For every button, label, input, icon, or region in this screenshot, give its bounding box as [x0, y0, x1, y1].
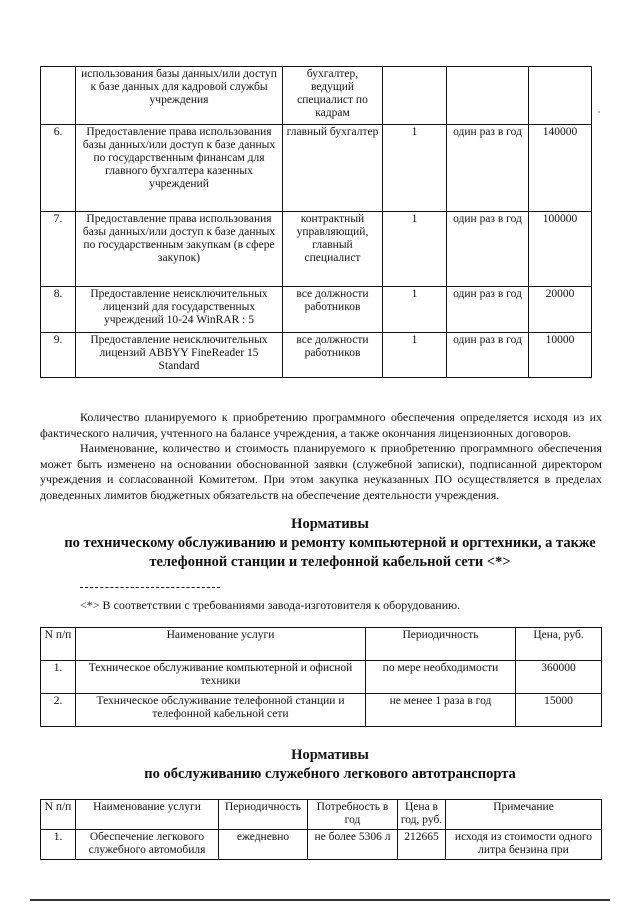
- body-text: [40, 410, 602, 503]
- row-number: 2.: [41, 694, 76, 727]
- service-name: Обеспечение легкового служебного автомобиля: [76, 830, 219, 860]
- periodicity: один раз в год: [447, 212, 529, 287]
- section-heading-vehicles: [30, 746, 630, 784]
- table-row: [41, 287, 592, 333]
- periodicity: один раз в год: [447, 287, 529, 333]
- service-name: Техническое обслуживание телефонной станции и телефонной кабельной сети: [76, 694, 366, 727]
- quantity: 1: [383, 333, 447, 378]
- heading-title: Нормативы: [291, 747, 369, 763]
- service-name: Предоставление неисключительных лицензий ABBYY FineReader 15 Standard: [76, 333, 283, 378]
- header-service: Наименование услуги: [76, 628, 366, 661]
- footnote-rule: [80, 587, 220, 588]
- row-number: 8.: [41, 287, 76, 333]
- header-period: Периодичность: [366, 628, 516, 661]
- periodicity: один раз в год: [447, 333, 529, 378]
- row-number: 1.: [41, 661, 76, 694]
- page-bottom-rule: [30, 899, 610, 901]
- price: 360000: [516, 661, 602, 694]
- service-name: Предоставление права использования базы данных/или доступ к базе данных по государственным финансам для главного бухгалтера казенных учреждений: [76, 125, 283, 212]
- row-number: 7.: [41, 212, 76, 287]
- periodicity: не менее 1 раза в год: [366, 694, 516, 727]
- note: исходя из стоимости одного литра бензина при: [446, 830, 602, 860]
- software-norms-table: [40, 66, 592, 378]
- header-price: Цена, руб.: [516, 628, 602, 661]
- periodicity: [447, 67, 529, 125]
- row-number: [41, 67, 76, 125]
- vehicle-service-table: [40, 799, 602, 860]
- annual-need: не более 5306 л: [308, 830, 398, 860]
- header-service: Наименование услуги: [76, 800, 219, 830]
- row-number: 9.: [41, 333, 76, 378]
- periodicity: по мере необходимости: [366, 661, 516, 694]
- price: 140000: [529, 125, 592, 212]
- quantity: 1: [383, 125, 447, 212]
- header-price: Цена в год, руб.: [398, 800, 446, 830]
- header-need: Потребность в год: [308, 800, 398, 830]
- row-number: 6.: [41, 125, 76, 212]
- price: [529, 67, 592, 125]
- heading-subtitle: по обслуживанию служебного легкового автотранспорта: [144, 766, 516, 782]
- footnote-text: <*> В соответствии с требованиями завода-изготовителя к оборудованию.: [80, 598, 461, 612]
- table-row: [41, 212, 592, 287]
- table-row: [41, 125, 592, 212]
- header-note: Примечание: [446, 800, 602, 830]
- paragraph-quantity: Количество планируемого к приобретению программного обеспечения определяется исходя из их фактического наличия, учтенного на балансе учреждения, а также окончания лицензионных договоров.: [40, 410, 602, 440]
- heading-subtitle: по техническому обслуживанию и ремонту компьютерной и оргтехники, а также: [64, 535, 596, 551]
- position-name: контрактный управляющий, главный специалист: [283, 212, 383, 287]
- position-name: бухгалтер, ведущий специалист по кадрам: [283, 67, 383, 125]
- service-name: использования базы данных/или доступ к базе данных для кадровой службы учреждения: [76, 67, 283, 125]
- table-row: [41, 661, 602, 694]
- table-row: [41, 694, 602, 727]
- paragraph-changes: Наименование, количество и стоимость планируемого к приобретению программного обеспечения может быть изменено на основании обоснованной заявки (служебной записки), подписанной директором учреждения и согласованной Комитетом. При этом закупка неуказанных ПО осуществляется в пределах доведенных лимитов бюджетных обязательств на обеспечение деятельности учреждения.: [40, 441, 602, 502]
- service-name: Техническое обслуживание компьютерной и офисной техники: [76, 661, 366, 694]
- section-heading-maintenance: [30, 515, 630, 572]
- table-row: [41, 333, 592, 378]
- price: 15000: [516, 694, 602, 727]
- position-name: все должности работников: [283, 333, 383, 378]
- service-name: Предоставление неисключительных лицензий для государственных учреждений 10-24 WinRAR : 5: [76, 287, 283, 333]
- table-header-row: [41, 628, 602, 661]
- heading-subtitle: телефонной станции и телефонной кабельной сети <*>: [149, 554, 511, 570]
- scan-speck: [598, 111, 600, 113]
- table-row: [41, 67, 592, 125]
- quantity: 1: [383, 212, 447, 287]
- table-row: [41, 830, 602, 860]
- heading-title: Нормативы: [291, 516, 369, 532]
- position-name: все должности работников: [283, 287, 383, 333]
- quantity: 1: [383, 287, 447, 333]
- quantity: [383, 67, 447, 125]
- periodicity: ежедневно: [219, 830, 308, 860]
- price: 212665: [398, 830, 446, 860]
- header-period: Периодичность: [219, 800, 308, 830]
- header-num: N п/п: [41, 800, 76, 830]
- table-header-row: [41, 800, 602, 830]
- header-num: N п/п: [41, 628, 76, 661]
- price: 100000: [529, 212, 592, 287]
- price: 20000: [529, 287, 592, 333]
- price: 10000: [529, 333, 592, 378]
- position-name: главный бухгалтер: [283, 125, 383, 212]
- maintenance-table: [40, 627, 602, 727]
- service-name: Предоставление права использования базы данных/или доступ к базе данных по государственным закупкам (в сфере закупок): [76, 212, 283, 287]
- periodicity: один раз в год: [447, 125, 529, 212]
- row-number: 1.: [41, 830, 76, 860]
